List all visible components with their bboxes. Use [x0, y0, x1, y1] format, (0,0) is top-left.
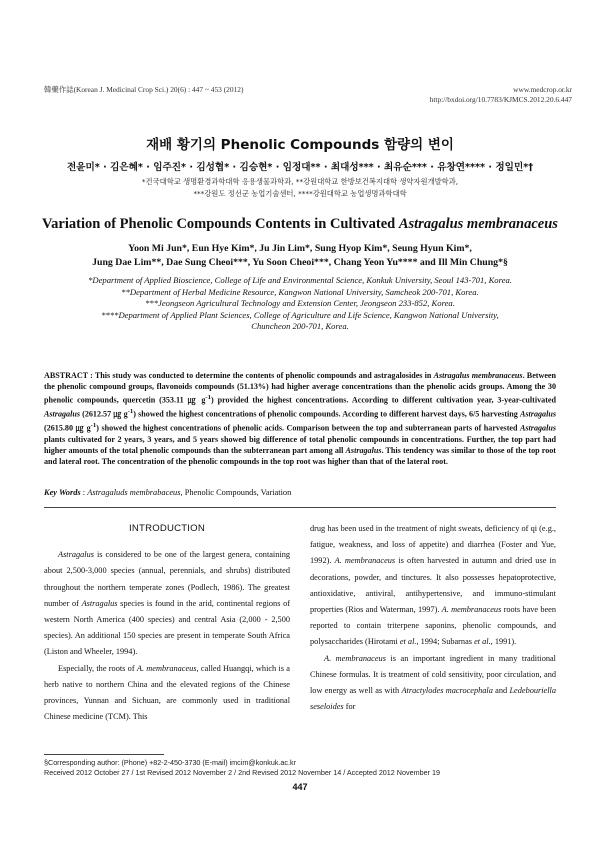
english-authors	[0, 242, 600, 270]
page-number: 447	[292, 782, 308, 792]
paragraph-text: , called Huangqi, which is a herb native to northern China and the elevated regions of the Chinese provinces, Yunnan and Sichuan, are commonly used in traditional Chinese medicine (TCM). This	[44, 663, 290, 722]
body-column-right	[310, 521, 556, 715]
body-column-left	[44, 521, 290, 725]
abstract-species: Astragalus	[345, 446, 382, 456]
paragraph-text: is often harvested in autumn and dried use in decorations, powder, and tinctures. It also possesses hepatoprotective, antioxidative, antiviral, antihypertensive, and immuno-stimulant properties (Rios and Waterman, 1997).	[310, 556, 556, 615]
journal-citation: 韓藥作誌(Korean J. Medicinal Crop Sci.) 20(6) : 447 ~ 453 (2012)	[44, 85, 244, 94]
abstract-text: (2612.57 ㎍ g	[80, 409, 128, 419]
paragraph-text: drug has been used in the treatment of night sweats, deficiency of qi (e.g., fatigue, weakness, and loss of appetite) and diarrhea (Foster and Yue, 1992).	[310, 524, 556, 566]
abstract-label: ABSTRACT :	[44, 371, 93, 380]
paragraph-text: , 1991).	[490, 637, 517, 647]
abstract-text: ) provided the highest concentrations. According to different cultivation year, 3-year-cultivated	[211, 396, 556, 406]
keywords-species: Astragaluds membrabaceus	[87, 488, 181, 497]
keywords-rest: , Phenolic Compounds, Variation	[180, 488, 292, 497]
abstract-species: Astragalus	[520, 423, 556, 433]
abstract-text: . Between the phenolic compound groups, flavonoids compounds (51.13%) had higher average concentrations than the phenolic acids groups. Among the 30 phenolic compounds, quercetin (353.11 ㎍ g	[44, 371, 557, 406]
abstract-species: Astragalus	[44, 409, 80, 419]
korean-title: 재배 황기의 Phenolic Compounds 함량의 변이	[146, 137, 454, 153]
paragraph	[310, 651, 556, 716]
abstract-text: ) showed the highest concentrations of phenolic acids. Comparison between the top and subterranean parts of harvested	[96, 423, 520, 433]
species-name: Atractylodes macrocephala	[401, 686, 493, 696]
journal-links	[430, 85, 572, 105]
paragraph	[44, 661, 290, 726]
species-name: A. membranaceus	[441, 605, 502, 615]
abstract-superscript: -1	[90, 422, 97, 430]
species-name: A. membranaceus	[334, 556, 396, 566]
abstract-species: Astragalus membranaceus	[433, 371, 523, 380]
korean-affiliation-line: ***강원도 정선군 농업기술센터, ****강원대학교 농업생명과학대학	[193, 189, 407, 198]
paragraph-text: Especially, the roots of	[58, 663, 137, 673]
abstract-superscript: -1	[205, 394, 212, 402]
english-affiliation-line: Chuncheon 200-701, Korea.	[251, 321, 349, 331]
abstract-species: Astragalus	[520, 409, 556, 419]
abstract	[44, 370, 556, 468]
english-affiliation-line: **Department of Herbal Medicine Resource, Kangwon National University, Samcheok 200-701, Korea.	[121, 286, 479, 297]
paragraph	[44, 547, 290, 660]
species-name: A. membranaceus	[324, 653, 386, 663]
english-authors-line: Yoon Mi Jun*, Eun Hye Kim*, Ju Jin Lim*, Sung Hyop Kim*, Seung Hyun Kim*,	[128, 243, 472, 254]
corresponding-author: §Corresponding author: (Phone) +82-2-450-3730 (E-mail) imcim@konkuk.ac.kr	[44, 758, 296, 767]
paragraph-text: roots have been reported to contain triterpene saponins, phenolic compounds, and polysaccharides (Hirotami	[310, 605, 557, 647]
species-name: Astragalus	[58, 550, 94, 560]
et-al: et al.	[474, 637, 491, 647]
paragraph-text: and	[492, 686, 510, 696]
abstract-text: ) showed the highest concentrations of phenolic compounds. According to different harvest days, 6/5 harvesting	[133, 409, 520, 419]
species-name: Ledebouriella seseloides	[310, 686, 556, 712]
received-dates: Received 2012 October 27 / 1st Revised 2012 November 2 / 2nd Revised 2012 November 14 / Accepted 2012 November 19	[44, 768, 440, 777]
footnote-divider	[44, 754, 164, 755]
paragraph-text: , 1994; Subarnas	[416, 637, 475, 647]
journal-website[interactable]: www.medcrop.or.kr	[513, 85, 572, 94]
english-affiliation-line: *Department of Applied Bioscience, College of Life and Environmental Science, Konkuk University, Seoul 143-701, Korea.	[88, 275, 512, 285]
paragraph-text: is considered to be one of the largest genera, containing about 2,500-3,000 species (annual, perennials, and shrubs) distributed throughout the northern temperate zones (Podlech, 1986). The greatest number of	[44, 550, 290, 608]
abstract-text: plants cultivated for 2 years, 3 years, and 5 years showed big difference of total phenolic compounds in concentrations. Further, the top part had higher amounts of the total phenolic compounds than the subterranean part among all	[44, 435, 556, 456]
species-name: A. membranaceus	[136, 663, 197, 673]
paragraph	[310, 521, 556, 651]
keywords-label: Key Words	[44, 488, 81, 497]
english-affiliations	[0, 275, 600, 333]
doi-link[interactable]: http://bxdoi.org/10.7783/KJMCS.2012.20.6.447	[429, 95, 572, 104]
english-title-species: Astragalus membranaceus	[398, 216, 558, 232]
keywords-separator: :	[80, 488, 88, 497]
paragraph-text: is an important ingredient in many traditional Chinese formulas. It is treatment of cold sensitivity, poor circulation, and low energy as well as with	[310, 653, 556, 696]
section-divider	[44, 507, 556, 508]
english-affiliation-line: ****Department of Applied Plant Sciences, College of Agriculture and Life Science, Kangwon National University,	[101, 309, 499, 320]
paragraph-text: for	[343, 702, 356, 712]
paragraph-text: species is found in the arid, continental regions of western North America (400 species) and central Asia (2,000 - 2,500 species). An additional 150 species are present in temperate South Africa (Liston and Wheeler, 1994).	[44, 598, 291, 657]
abstract-text: (2615.80 ㎍ g	[44, 423, 91, 433]
english-authors-line: Jung Dae Lim**, Dae Sung Cheoi***, Yu Soon Cheoi***, Chang Yeon Yu**** and Ill Min Chung*§	[92, 257, 508, 268]
abstract-text: . This tendency was similar to those of the top root and lateral root. The concentration of the phenolic compounds in the top root was higher than that of the lateral root.	[44, 446, 557, 467]
et-al: et al.	[399, 637, 417, 647]
korean-authors: 전윤미* · 김은혜* · 임주진* · 김성협* · 김승현* · 임정대** · 최대성*** · 최유순*** · 유창연**** · 정일민*†	[66, 162, 534, 173]
abstract-superscript: -1	[127, 408, 134, 416]
english-affiliation-line: ***Jeongseon Agricultural Technology and Extension Center, Jeongseon 233-852, Korea.	[145, 298, 455, 308]
korean-affiliation-line: *건국대학교 생명환경과학대학 응용생물과학과, **강원대학교 한방보건복지대학 생약자원개발학과,	[141, 177, 459, 186]
footnote	[44, 758, 440, 778]
abstract-text: This study was conducted to determine the contents of phenolic compounds and astragalosides in	[92, 371, 434, 380]
english-title	[0, 216, 600, 233]
keywords	[44, 488, 291, 497]
korean-affiliations	[0, 176, 600, 200]
english-title-text: Variation of Phenolic Compounds Contents in Cultivated	[42, 216, 399, 232]
section-heading: INTRODUCTION	[129, 523, 205, 534]
species-name: Astragalus	[81, 598, 118, 608]
